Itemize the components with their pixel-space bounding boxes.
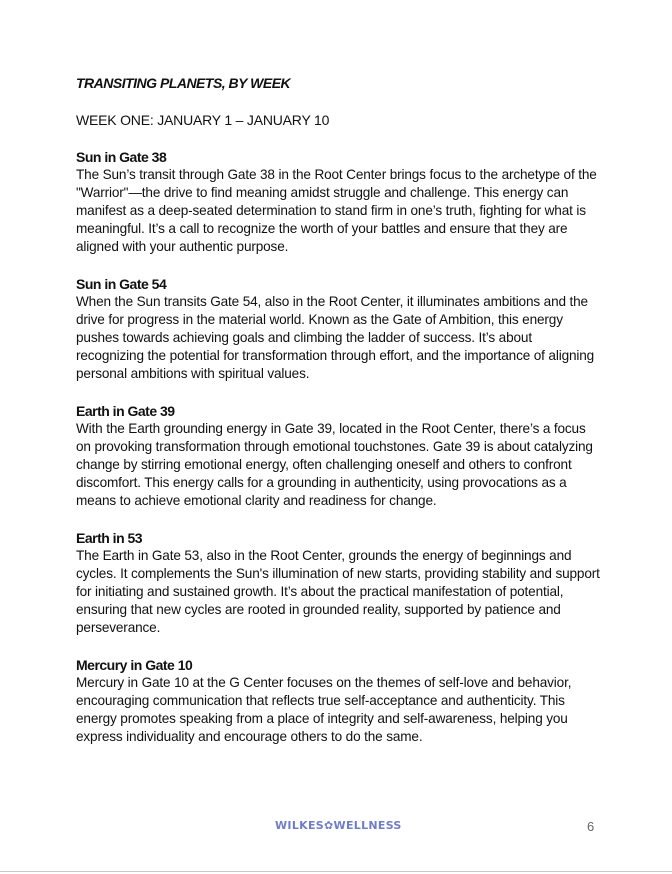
- section-body: When the Sun transits Gate 54, also in the Root Center, it illuminates ambitions and the drive for progress in the material world. Known as the Gate of Ambition, this energy pushes towards achieving goals and climbing the ladder of success. It’s about recognizing the potential for transformation through effort, and the importance of aligning personal ambitions with spiritual values.: [76, 294, 595, 381]
- section-sun-gate-54: [76, 275, 600, 383]
- section-sun-gate-38: [76, 148, 600, 256]
- section-earth-gate-39: [76, 402, 600, 510]
- week-heading: WEEK ONE: JANUARY 1 – JANUARY 10: [76, 112, 330, 128]
- section-body: With the Earth grounding energy in Gate 39, located in the Root Center, there’s a focus on provoking transformation through emotional touchstones. Gate 39 is about catalyzing change by stirring emotional energy, often challenging oneself and others to confront discomfort. This energy calls for a grounding in authenticity, using provocations as a means to achieve emotional clarity and readiness for change.: [76, 421, 593, 508]
- section-heading: Sun in Gate 54: [76, 276, 167, 292]
- section-body: Mercury in Gate 10 at the G Center focuses on the themes of self-love and behavior, encouraging communication that reflects true self-acceptance and authenticity. This energy promotes speaking from a place of integrity and self-awareness, helping you express individuality and encourage others to do the same.: [76, 675, 572, 744]
- section-heading: Mercury in Gate 10: [76, 657, 193, 673]
- section-heading: Earth in 53: [76, 530, 143, 546]
- page-divider: [0, 871, 672, 872]
- section-heading: Earth in Gate 39: [76, 403, 175, 419]
- section-body: The Sun’s transit through Gate 38 in the Root Center brings focus to the archetype of the "Warrior"—the drive to find meaning amidst struggle and challenge. This energy can manifest as a deep-seated determination to stand firm in one’s truth, fighting for what is meaningful. It’s a call to recognize the worth of your battles and ensure that they are aligned with your authentic purpose.: [76, 167, 597, 254]
- section-heading: Sun in Gate 38: [76, 149, 167, 165]
- document-title: TRANSITING PLANETS, BY WEEK: [76, 75, 291, 91]
- section-body: The Earth in Gate 53, also in the Root Center, grounds the energy of beginnings and cycles. It complements the Sun's illumination of new starts, providing stability and support for initiating and sustained growth. It’s about the practical manifestation of potential, ensuring that new cycles are rooted in grounded reality, supported by patience and perseverance.: [76, 548, 600, 635]
- page-number: 6: [587, 819, 595, 834]
- section-mercury-gate-10: [76, 656, 600, 746]
- section-earth-53: [76, 529, 600, 637]
- page-content: [76, 74, 600, 746]
- wilkes-wellness-logo: WILKES✿WELLNESS: [275, 819, 402, 832]
